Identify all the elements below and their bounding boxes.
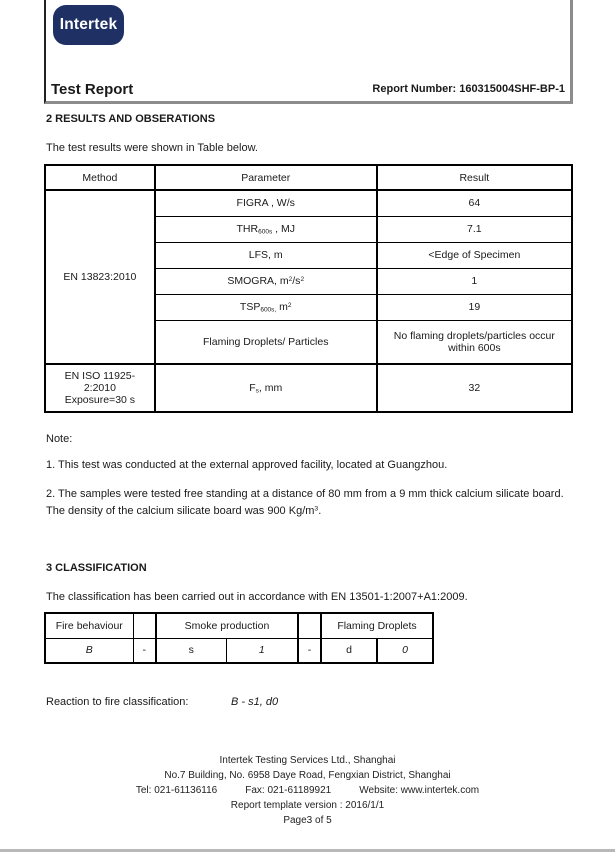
footer-address: No.7 Building, No. 6958 Daye Road, Fengxian District, Shanghai (164, 770, 451, 781)
table-row (45, 364, 572, 412)
footer-company: Intertek Testing Services Ltd., Shanghai (219, 755, 396, 766)
reaction-value: B - s1, d0 (231, 696, 279, 709)
result-cell: 1 (377, 268, 572, 294)
classification-heading: 3 CLASSIFICATION (46, 562, 147, 575)
report-footer (0, 753, 615, 828)
footer-contact (0, 783, 615, 798)
header-flaming-droplets: Flaming Droplets (321, 613, 433, 638)
intertek-logo: Intertek (53, 5, 124, 45)
header-result: Result (377, 165, 572, 190)
classification-table (44, 612, 434, 664)
param-cell: SMOGRA, $m^2/s^2$ (155, 268, 377, 294)
footer-tel: Tel: 021-61136116 (135, 785, 218, 796)
class-cell-s: s (156, 638, 226, 663)
class-cell-1: 1 (226, 638, 298, 663)
header-parameter: Parameter (155, 165, 377, 190)
report-body (44, 104, 573, 708)
param-cell: $TSP_{600s,}$ $m^2$ (155, 294, 377, 320)
note-item-2: 2. The samples were tested free standing at a distance of 80 mm from a 9 mm thick calcium silicate board. The density of the calcium silicate board was 900 $Kg/m^3$. (46, 488, 564, 518)
page-title: Test Report (51, 81, 134, 98)
results-table (44, 164, 573, 413)
method-cell-en11925 (45, 364, 155, 412)
header-gap (133, 613, 156, 638)
method-cell-en13823: EN 13823:2010 (45, 190, 155, 364)
reaction-row (46, 696, 573, 708)
classification-header-row (45, 613, 433, 638)
footer-template-version: Report template version : 2016/1/1 (230, 800, 385, 811)
classification-value-row (45, 638, 433, 663)
param-cell: FIGRA , W/s (155, 190, 377, 216)
result-cell: <Edge of Specimen (377, 242, 572, 268)
class-cell-dash: - (133, 638, 156, 663)
param-cell: $F_s$, mm (155, 364, 377, 412)
result-cell: 7.1 (377, 216, 572, 242)
class-cell-d: d (321, 638, 377, 663)
header-fire-behaviour: Fire behaviour (45, 613, 133, 638)
result-cell: No flaming droplets/particles occur within 600s (377, 320, 572, 364)
param-cell: $THR_{600s}$ , MJ (155, 216, 377, 242)
result-cell: 19 (377, 294, 572, 320)
param-cell: LFS, m (155, 242, 377, 268)
note-label: Note: (46, 433, 73, 445)
results-intro: The test results were shown in Table below. (46, 142, 258, 154)
results-header-row (45, 165, 572, 190)
result-cell: 32 (377, 364, 572, 412)
param-cell: Flaming Droplets/ Particles (155, 320, 377, 364)
reaction-label: Reaction to fire classification: (46, 696, 189, 709)
method-line: Exposure=30 s (64, 394, 136, 406)
header-smoke-production: Smoke production (156, 613, 298, 638)
class-cell-0: 0 (377, 638, 433, 663)
footer-website: Website: www.intertek.com (359, 785, 480, 796)
report-number: Report Number: 160315004SHF-BP-1 (372, 83, 565, 95)
class-cell-b: B (45, 638, 133, 663)
note-item-1: 1. This test was conducted at the external approved facility, located at Guangzhou. (46, 459, 448, 471)
result-cell: 64 (377, 190, 572, 216)
footer-page-number: Page3 of 5 (283, 815, 332, 826)
table-row (45, 190, 572, 216)
method-line: EN ISO 11925-2:2010 (64, 370, 136, 394)
footer-fax: Fax: 021-61189921 (245, 785, 332, 796)
class-cell-dash: - (298, 638, 321, 663)
header-gap (298, 613, 321, 638)
header-method: Method (45, 165, 155, 190)
report-header (44, 0, 573, 104)
classification-intro: The classification has been carried out in accordance with EN 13501-1:2007+A1:2009. (46, 591, 468, 604)
results-heading: 2 RESULTS AND OBSERATIONS (46, 113, 216, 125)
header-title-row (51, 81, 565, 98)
